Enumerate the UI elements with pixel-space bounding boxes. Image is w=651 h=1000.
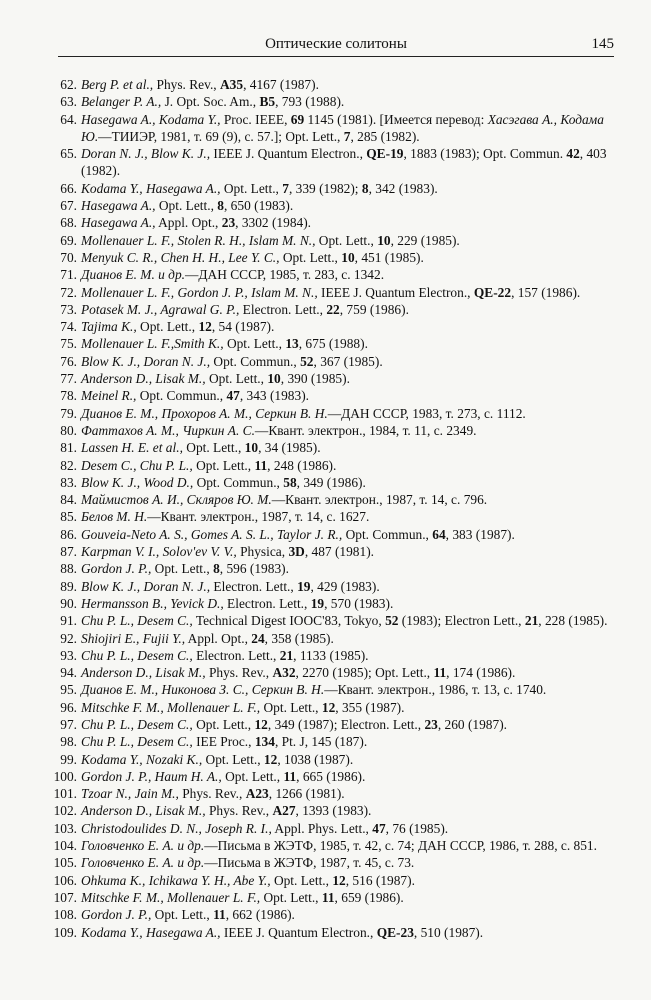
reference-volume: 10 — [267, 371, 281, 387]
reference-item — [40, 370, 614, 387]
reference-item — [40, 820, 614, 837]
reference-number: 84. — [60, 492, 77, 508]
reference-text: , 662 (1986). — [225, 907, 295, 923]
reference-text: Opt. Lett., — [205, 371, 268, 387]
reference-text: IEEE J. Quantum Electron., — [210, 146, 367, 162]
reference-item — [40, 76, 614, 93]
reference-volume: QE-23 — [376, 924, 414, 940]
reference-item — [40, 93, 614, 110]
reference-item — [40, 145, 614, 180]
reference-text: Electron. Lett., — [192, 647, 280, 663]
reference-text: , 487 (1981). — [304, 544, 375, 560]
reference-volume: 11 — [321, 889, 335, 905]
reference-text: , 1133 (1985). — [293, 647, 369, 663]
reference-authors: Mollenauer L. F., Stolen R. H., Islam M. N., — [81, 232, 316, 248]
reference-authors: Tzoar N., Jain M., — [81, 786, 179, 802]
reference-volume: 7 — [343, 128, 351, 144]
reference-number: 100. — [53, 768, 77, 784]
reference-volume: 12 — [332, 872, 346, 888]
reference-number: 103. — [53, 820, 77, 836]
reference-authors: Gordon J. P., Haum H. A., — [81, 768, 222, 784]
reference-number: 77. — [60, 371, 77, 387]
reference-authors: Shiojiri E., Fujii Y., — [81, 630, 186, 646]
reference-list — [40, 76, 614, 941]
reference-number: 74. — [60, 319, 77, 335]
reference-text: J. Opt. Soc. Am., — [161, 94, 260, 110]
reference-number: 66. — [60, 180, 77, 196]
reference-text: , 34 (1985). — [258, 440, 321, 456]
reference-volume: 52 — [385, 613, 399, 629]
reference-item — [40, 457, 614, 474]
reference-authors: Desem C., Chu P. L., — [81, 457, 193, 473]
reference-number: 76. — [60, 353, 77, 369]
reference-text: , 367 (1985). — [313, 353, 383, 369]
reference-number: 67. — [60, 198, 77, 214]
reference-authors: Chu P. L., Desem C., — [81, 647, 193, 663]
reference-item — [40, 768, 614, 785]
reference-text: Opt. Lett., — [279, 249, 342, 265]
running-title: Оптические солитоны — [265, 36, 407, 52]
reference-item — [40, 491, 614, 508]
reference-number: 64. — [60, 111, 77, 127]
reference-text: , 342 (1983). — [368, 180, 438, 196]
reference-item — [40, 232, 614, 249]
reference-authors: Маймистов А. И., Скляров Ю. М. — [81, 492, 272, 508]
reference-item — [40, 335, 614, 352]
reference-authors: Mitschke F. M., Mollenauer L. F., — [81, 699, 261, 715]
reference-item — [40, 353, 614, 370]
reference-text: Opt. Lett., — [260, 889, 322, 905]
reference-volume: 8 — [361, 180, 369, 196]
reference-text: , 596 (1983). — [219, 561, 289, 577]
page-number: 145 — [591, 36, 614, 52]
reference-text: Phys. Rev., — [205, 803, 273, 819]
reference-item — [40, 439, 614, 456]
reference-volume: QE-22 — [473, 284, 512, 300]
reference-text: Phys. Rev., — [153, 77, 220, 92]
reference-item — [40, 578, 614, 595]
reference-authors: Lassen H. E. et al., — [81, 440, 183, 456]
reference-volume: 19 — [310, 595, 325, 611]
reference-number: 102. — [53, 803, 77, 819]
reference-number: 93. — [60, 647, 77, 663]
reference-number: 105. — [53, 855, 77, 871]
reference-item — [40, 560, 614, 577]
reference-text: Opt. Lett., — [223, 336, 286, 352]
reference-volume: 10 — [244, 440, 259, 456]
reference-text: Opt. Lett., — [136, 319, 199, 335]
reference-number: 88. — [60, 561, 77, 577]
reference-item — [40, 785, 614, 802]
reference-item — [40, 543, 614, 560]
reference-text: , 2270 (1985); Opt. Lett., — [295, 665, 434, 681]
reference-number: 85. — [60, 509, 77, 525]
reference-number: 96. — [60, 699, 77, 715]
reference-text: , 355 (1987). — [335, 699, 405, 715]
reference-authors: Meinel R., — [81, 388, 137, 404]
reference-item — [40, 214, 614, 231]
reference-item — [40, 872, 614, 889]
reference-number: 62. — [60, 77, 77, 92]
reference-number: 81. — [60, 440, 77, 456]
reference-authors: Hasegawa A., — [81, 215, 156, 231]
reference-text: , 429 (1983). — [310, 578, 380, 594]
reference-item — [40, 422, 614, 439]
reference-text: , 174 (1986). — [446, 665, 516, 681]
reference-text: —Квант. электрон., 1984, т. 11, с. 2349. — [254, 422, 477, 438]
reference-authors: Kodama Y., Hasegawa A., — [81, 180, 221, 196]
reference-item — [40, 733, 614, 750]
reference-authors: Chu P. L., Desem C., — [81, 613, 193, 629]
reference-text: Opt. Commun., — [210, 353, 301, 369]
reference-authors: Фаттахов А. М., Чиркин А. С. — [81, 422, 255, 438]
reference-text: Opt. Lett., — [182, 440, 245, 456]
reference-text: —Квант. электрон., 1987, т. 14, с. 796. — [271, 492, 488, 508]
reference-text: , 516 (1987). — [345, 872, 415, 888]
reference-number: 80. — [60, 422, 77, 438]
reference-text: , 665 (1986). — [296, 768, 366, 784]
reference-text: , 3302 (1984). — [235, 215, 312, 231]
reference-text: (1983); Electron Lett., — [398, 613, 525, 629]
reference-text: Phys. Rev., — [178, 786, 246, 802]
reference-volume: 12 — [254, 716, 268, 732]
reference-volume: 42 — [566, 146, 580, 162]
reference-authors: Doran N. J., Blow K. J., — [81, 146, 211, 162]
reference-volume: 64 — [432, 526, 446, 542]
reference-number: 91. — [60, 613, 77, 629]
reference-authors: Gouveia-Neto A. S., Gomes A. S. L., Taylor J. R., — [81, 526, 343, 542]
reference-text: Opt. Lett., — [315, 232, 378, 248]
reference-text: , 570 (1983). — [324, 595, 394, 611]
reference-authors: Christodoulides D. N., Joseph R. I., — [81, 820, 272, 836]
reference-item — [40, 837, 614, 854]
reference-text: , 659 (1986). — [334, 889, 404, 905]
reference-authors: Головченко Е. А. и др. — [81, 855, 205, 871]
reference-authors: Дианов Е. М., Никонова З. С., Серкин В. Н. — [81, 682, 325, 698]
reference-number: 82. — [60, 457, 77, 473]
reference-authors: Hermansson B., Yevick D., — [81, 595, 224, 611]
reference-item — [40, 664, 614, 681]
reference-volume: 3D — [288, 544, 305, 560]
reference-item — [40, 751, 614, 768]
reference-number: 63. — [60, 94, 77, 110]
reference-number: 73. — [60, 301, 77, 317]
reference-number: 87. — [60, 544, 77, 560]
reference-text: Opt. Lett., — [260, 699, 322, 715]
reference-volume: 12 — [198, 319, 212, 335]
reference-text: , 390 (1985). — [280, 371, 350, 387]
reference-text: Electron. Lett., — [223, 595, 311, 611]
reference-authors: Blow K. J., Doran N. J., — [81, 353, 211, 369]
reference-volume: 24 — [251, 630, 265, 646]
reference-volume: 10 — [341, 249, 355, 265]
reference-number: 90. — [60, 595, 77, 611]
reference-item — [40, 197, 614, 214]
reference-number: 107. — [53, 889, 77, 905]
reference-volume: 23 — [424, 716, 438, 732]
reference-item — [40, 612, 614, 629]
reference-item — [40, 111, 614, 146]
reference-text: —Письма в ЖЭТФ, 1987, т. 45, с. 73. — [204, 855, 415, 871]
reference-number: 104. — [53, 838, 77, 854]
reference-text: , 383 (1987). — [445, 526, 515, 542]
reference-text: , 1393 (1983). — [295, 803, 372, 819]
reference-authors: Kodama Y., Nozaki K., — [81, 751, 203, 767]
reference-item — [40, 906, 614, 923]
reference-text: Opt. Commun., — [193, 474, 284, 490]
reference-volume: 21 — [279, 647, 294, 663]
reference-text: , 349 (1987); Electron. Lett., — [267, 716, 425, 732]
reference-volume: 134 — [254, 734, 275, 750]
reference-number: 109. — [53, 924, 77, 940]
reference-authors: Дианов Е. М. и др. — [81, 267, 185, 283]
reference-number: 71. — [60, 267, 77, 283]
reference-item — [40, 266, 614, 283]
reference-authors: Дианов Е. М., Прохоров А. М., Серкин В. Н. — [81, 405, 328, 421]
reference-volume: A23 — [245, 786, 269, 802]
reference-text: , 248 (1986). — [267, 457, 337, 473]
reference-text: —Квант. электрон., 1987, т. 14, с. 1627. — [147, 509, 370, 525]
running-header — [58, 36, 614, 57]
reference-item — [40, 318, 614, 335]
reference-volume: 23 — [221, 215, 236, 231]
reference-text: Phys. Rev., — [205, 665, 273, 681]
reference-volume: 58 — [283, 474, 297, 490]
reference-text: , 650 (1983). — [223, 198, 294, 214]
reference-number: 65. — [60, 146, 77, 162]
reference-number: 86. — [60, 526, 77, 542]
reference-volume: 47 — [226, 388, 240, 404]
reference-volume: 12 — [321, 699, 336, 715]
reference-volume: 11 — [254, 457, 268, 473]
reference-item — [40, 699, 614, 716]
reference-item — [40, 716, 614, 733]
reference-item — [40, 630, 614, 647]
reference-authors: Mollenauer L. F.,Smith K., — [81, 336, 224, 352]
reference-number: 79. — [60, 405, 77, 421]
reference-number: 92. — [60, 630, 77, 646]
reference-text: Opt. Lett., — [155, 198, 218, 214]
reference-text: —ДАН СССР, 1985, т. 283, с. 1342. — [185, 267, 385, 283]
reference-item — [40, 508, 614, 525]
reference-text: , 793 (1988). — [275, 94, 345, 110]
reference-volume: 10 — [377, 232, 391, 248]
reference-item — [40, 249, 614, 266]
reference-text: Opt. Lett., — [192, 716, 255, 732]
reference-number: 72. — [60, 284, 77, 300]
reference-volume: 7 — [282, 180, 289, 196]
reference-volume: 8 — [217, 198, 224, 214]
reference-text: IEEE J. Quantum Electron., — [220, 924, 377, 940]
reference-volume: 12 — [263, 751, 278, 767]
reference-authors: Belanger P. A., — [81, 94, 162, 110]
reference-volume: QE-19 — [366, 146, 404, 162]
reference-number: 75. — [60, 336, 77, 352]
reference-item — [40, 474, 614, 491]
reference-authors: Potasek M. J., Agrawal G. P., — [81, 301, 240, 317]
reference-item — [40, 180, 614, 197]
reference-authors: Blow K. J., Doran N. J., — [81, 578, 211, 594]
reference-number: 108. — [53, 907, 77, 923]
reference-authors: Menyuk C. R., Chen H. H., Lee Y. C., — [81, 249, 280, 265]
reference-text: —Письма в ЖЭТФ, 1985, т. 42, с. 74; ДАН СССР, 1986, т. 288, с. 851. — [204, 838, 597, 854]
reference-text: Opt. Commun., — [136, 388, 227, 404]
reference-text: Opt. Lett., — [202, 751, 264, 767]
reference-text: , 403 (1982). — [81, 146, 607, 179]
reference-text: Physica, — [236, 544, 289, 560]
reference-item — [40, 924, 614, 941]
reference-authors: Anderson D., Lisak M., — [81, 803, 206, 819]
reference-text: , 451 (1985). — [354, 249, 424, 265]
reference-volume: 69 — [290, 111, 305, 127]
reference-text: , 358 (1985). — [264, 630, 334, 646]
reference-item — [40, 802, 614, 819]
reference-text: Appl. Opt., — [185, 630, 252, 646]
reference-number: 98. — [60, 734, 77, 750]
reference-volume: B5 — [259, 94, 276, 110]
reference-item — [40, 681, 614, 698]
reference-text: —ТИИЭР, 1981, т. 69 (9), с. 57.]; Opt. Lett., — [98, 128, 344, 144]
reference-volume: 21 — [524, 613, 539, 629]
reference-number: 106. — [53, 872, 77, 888]
reference-number: 97. — [60, 716, 77, 732]
reference-number: 95. — [60, 682, 77, 698]
reference-authors: Anderson D., Lisak M., — [81, 665, 206, 681]
reference-text: , Pt. J, 145 (187). — [274, 734, 368, 750]
reference-volume: 47 — [372, 820, 386, 836]
reference-authors: Hasegawa A., — [81, 198, 156, 214]
reference-text: , 349 (1986). — [296, 474, 366, 490]
reference-volume: 13 — [285, 336, 299, 352]
reference-text: —ДАН СССР, 1983, т. 273, с. 1112. — [327, 405, 526, 421]
reference-text: Opt. Lett., — [221, 768, 284, 784]
reference-text: , 285 (1982). — [350, 128, 420, 144]
reference-volume: 11 — [283, 768, 297, 784]
reference-item — [40, 595, 614, 612]
reference-authors: Chu P. L., Desem C., — [81, 716, 193, 732]
reference-volume: 19 — [297, 578, 311, 594]
reference-number: 70. — [60, 249, 77, 265]
reference-number: 99. — [60, 751, 77, 767]
reference-item — [40, 387, 614, 404]
reference-text: Opt. Lett., — [270, 872, 333, 888]
reference-text: Proc. IEEE, — [220, 111, 291, 127]
reference-item — [40, 284, 614, 301]
reference-text: Opt. Lett., — [151, 907, 214, 923]
reference-authors: Mitschke F. M., Mollenauer L. F., — [81, 889, 261, 905]
reference-text: , 228 (1985). — [538, 613, 608, 629]
reference-volume: 8 — [213, 561, 220, 577]
reference-item — [40, 526, 614, 543]
reference-text: , 1266 (1981). — [268, 786, 345, 802]
reference-volume: A27 — [272, 803, 296, 819]
reference-text: Opt. Lett., — [220, 180, 283, 196]
reference-authors: Tajima K., — [81, 319, 137, 335]
reference-text: IEEE J. Quantum Electron., — [317, 284, 474, 300]
reference-authors: Chu P. L., Desem C., — [81, 734, 193, 750]
reference-text: Opt. Lett., — [151, 561, 214, 577]
reference-text: —Квант. электрон., 1986, т. 13, с. 1740. — [324, 682, 547, 698]
reference-text: , 157 (1986). — [511, 284, 581, 300]
reference-text: Appl. Phys. Lett., — [271, 820, 373, 836]
reference-text: , 4167 (1987). — [243, 77, 319, 92]
reference-number: 94. — [60, 665, 77, 681]
reference-text: Technical Digest IOOC'83, Tokyo, — [192, 613, 386, 629]
reference-volume: 11 — [433, 665, 447, 681]
reference-number: 83. — [60, 474, 77, 490]
reference-text: , 1038 (1987). — [277, 751, 354, 767]
reference-text: Electron. Lett., — [210, 578, 298, 594]
reference-number: 101. — [53, 786, 77, 802]
reference-authors: Gordon J. P., — [81, 561, 152, 577]
reference-authors: Белов М. Н. — [81, 509, 148, 525]
reference-number: 69. — [60, 232, 77, 248]
reference-text: Electron. Lett., — [239, 301, 327, 317]
reference-item — [40, 301, 614, 318]
reference-text: , 229 (1985). — [390, 232, 460, 248]
reference-authors: Mollenauer L. F., Gordon J. P., Islam M. N., — [81, 284, 318, 300]
reference-text: , 260 (1987). — [437, 716, 508, 732]
reference-item — [40, 889, 614, 906]
reference-text: , 1883 (1983); Opt. Commun. — [403, 146, 567, 162]
reference-authors: Gordon J. P., — [81, 907, 152, 923]
reference-item — [40, 647, 614, 664]
reference-item — [40, 405, 614, 422]
reference-number: 89. — [60, 578, 77, 594]
reference-text: IEE Proc., — [192, 734, 255, 750]
reference-text: Opt. Lett., — [192, 457, 255, 473]
reference-text: , 54 (1987). — [211, 319, 275, 335]
reference-item — [40, 854, 614, 871]
reference-volume: 22 — [326, 301, 340, 317]
reference-authors: Головченко Е. А. и др. — [81, 838, 205, 854]
reference-authors: Blow K. J., Wood D., — [81, 474, 194, 490]
reference-text: , 339 (1982); — [288, 180, 362, 196]
reference-authors: Anderson D., Lisak M., — [81, 371, 206, 387]
reference-authors: Karpman V. I., Solov'ev V. V., — [81, 544, 237, 560]
reference-volume: A35 — [220, 77, 244, 92]
reference-text: , 76 (1985). — [385, 820, 449, 836]
reference-text: 1145 (1981). [Имеется перевод: — [304, 111, 488, 127]
reference-text: , 510 (1987). — [413, 924, 484, 940]
reference-authors: Hasegawa A., Kodama Y., — [81, 111, 221, 127]
reference-text: , 675 (1988). — [298, 336, 368, 352]
reference-authors: Kodama Y., Hasegawa A., — [81, 924, 221, 940]
reference-volume: 11 — [213, 907, 226, 923]
reference-number: 68. — [60, 215, 77, 231]
reference-volume: A32 — [272, 665, 296, 681]
reference-authors: Хасэгава А., Кодама Ю. — [81, 111, 604, 144]
reference-number: 78. — [60, 388, 77, 404]
reference-authors: Ohkuma K., Ichikawa Y. H., Abe Y., — [81, 872, 271, 888]
reference-authors: Berg P. et al., — [81, 77, 154, 92]
reference-text: Opt. Commun., — [342, 526, 433, 542]
reference-text: , 759 (1986). — [339, 301, 409, 317]
reference-text: Appl. Opt., — [155, 215, 222, 231]
reference-text: , 343 (1983). — [239, 388, 310, 404]
reference-volume: 52 — [300, 353, 314, 369]
